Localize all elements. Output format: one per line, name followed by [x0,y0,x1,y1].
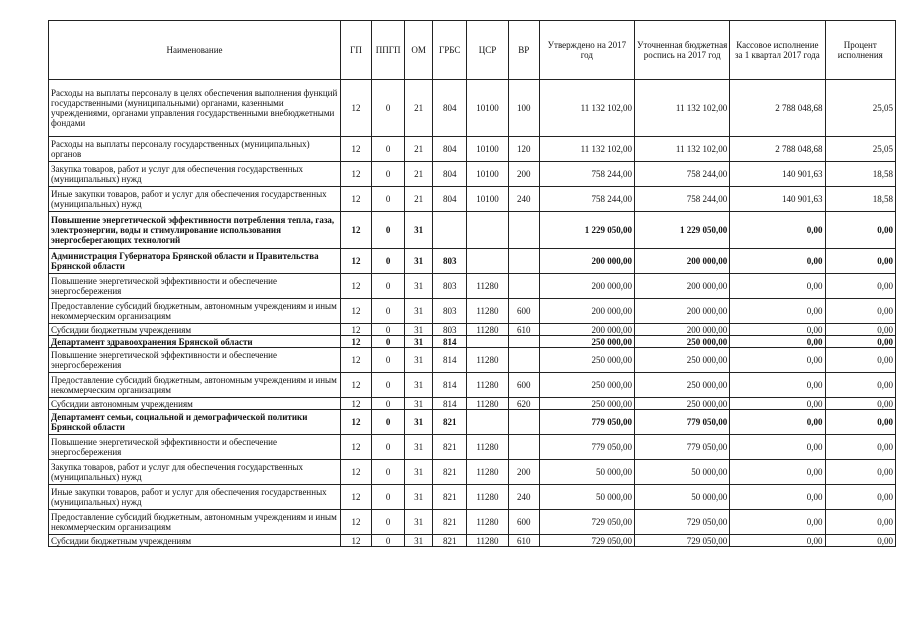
cell-approved: 729 050,00 [539,510,634,535]
cell-percent: 0,00 [825,510,896,535]
cell-revised: 250 000,00 [635,336,730,348]
cell-approved: 779 050,00 [539,435,634,460]
header-approved: Утверждено на 2017 год [539,21,634,80]
cell-percent: 0,00 [825,274,896,299]
cell-cash: 140 901,63 [730,187,825,212]
table-row [49,299,896,324]
cell-csr: 11280 [467,348,508,373]
cell-name: Повышение энергетической эффективности потребления тепла, газа, электроэнергии, воды и стимулирование использования энергосберегающих технологий [49,212,341,249]
cell-csr: 11280 [467,373,508,398]
cell-approved: 200 000,00 [539,324,634,336]
cell-percent: 25,05 [825,80,896,137]
cell-vr: 200 [508,460,539,485]
cell-cash: 0,00 [730,274,825,299]
cell-revised: 250 000,00 [635,348,730,373]
cell-om: 21 [405,162,433,187]
cell-approved: 50 000,00 [539,485,634,510]
cell-grbs [433,212,467,249]
cell-grbs: 821 [433,510,467,535]
cell-revised: 729 050,00 [635,510,730,535]
cell-ppgp: 0 [372,336,405,348]
cell-percent: 0,00 [825,249,896,274]
cell-approved: 250 000,00 [539,348,634,373]
cell-approved: 758 244,00 [539,162,634,187]
cell-gp: 12 [340,435,371,460]
cell-revised: 729 050,00 [635,535,730,547]
cell-gp: 12 [340,212,371,249]
cell-revised: 779 050,00 [635,435,730,460]
cell-vr: 240 [508,187,539,212]
cell-percent: 0,00 [825,373,896,398]
header-grbs: ГРБС [433,21,467,80]
cell-approved: 758 244,00 [539,187,634,212]
cell-vr: 240 [508,485,539,510]
cell-gp: 12 [340,162,371,187]
cell-approved: 11 132 102,00 [539,80,634,137]
cell-approved: 250 000,00 [539,336,634,348]
cell-om: 21 [405,187,433,212]
cell-percent: 18,58 [825,162,896,187]
cell-percent: 0,00 [825,348,896,373]
cell-name: Закупка товаров, работ и услуг для обеспечения государственных (муниципальных) нужд [49,162,341,187]
header-csr: ЦСР [467,21,508,80]
table-header-row [49,21,896,80]
cell-revised: 200 000,00 [635,299,730,324]
cell-om: 21 [405,137,433,162]
cell-csr: 11280 [467,485,508,510]
cell-name: Повышение энергетической эффективности и обеспечение энергосбережения [49,435,341,460]
cell-revised: 779 050,00 [635,410,730,435]
cell-revised: 758 244,00 [635,162,730,187]
cell-approved: 11 132 102,00 [539,137,634,162]
header-gp: ГП [340,21,371,80]
cell-percent: 0,00 [825,324,896,336]
cell-gp: 12 [340,324,371,336]
cell-vr [508,336,539,348]
cell-gp: 12 [340,187,371,212]
cell-grbs: 814 [433,336,467,348]
cell-approved: 200 000,00 [539,274,634,299]
cell-approved: 200 000,00 [539,249,634,274]
cell-name: Иные закупки товаров, работ и услуг для обеспечения государственных (муниципальных) нужд [49,485,341,510]
cell-approved: 1 229 050,00 [539,212,634,249]
cell-om: 31 [405,212,433,249]
cell-gp: 12 [340,137,371,162]
cell-grbs: 803 [433,249,467,274]
cell-revised: 1 229 050,00 [635,212,730,249]
cell-grbs: 803 [433,274,467,299]
table-row [49,187,896,212]
cell-cash: 2 788 048,68 [730,137,825,162]
cell-grbs: 821 [433,485,467,510]
cell-ppgp: 0 [372,485,405,510]
cell-grbs: 821 [433,460,467,485]
cell-name: Повышение энергетической эффективности и обеспечение энергосбережения [49,274,341,299]
table-row [49,435,896,460]
cell-csr [467,410,508,435]
cell-cash: 0,00 [730,373,825,398]
cell-ppgp: 0 [372,162,405,187]
cell-om: 31 [405,410,433,435]
cell-om: 31 [405,249,433,274]
cell-gp: 12 [340,274,371,299]
cell-vr: 600 [508,299,539,324]
cell-revised: 200 000,00 [635,274,730,299]
cell-percent: 0,00 [825,435,896,460]
cell-revised: 11 132 102,00 [635,137,730,162]
cell-vr: 600 [508,510,539,535]
cell-name: Повышение энергетической эффективности и обеспечение энергосбережения [49,348,341,373]
cell-revised: 250 000,00 [635,373,730,398]
cell-csr: 11280 [467,435,508,460]
cell-csr: 11280 [467,324,508,336]
cell-vr [508,212,539,249]
cell-csr: 11280 [467,398,508,410]
cell-percent: 0,00 [825,299,896,324]
cell-name: Расходы на выплаты персоналу в целях обеспечения выполнения функций государственными (муниципальными) органами, казенными учреждениями, органами управления государственными внебюджетными фондами [49,80,341,137]
cell-cash: 0,00 [730,249,825,274]
cell-percent: 0,00 [825,485,896,510]
cell-percent: 18,58 [825,187,896,212]
header-percent: Процент исполнения [825,21,896,80]
cell-csr: 10100 [467,80,508,137]
header-cash-execution: Кассовое исполнение за 1 квартал 2017 года [730,21,825,80]
header-om: ОМ [405,21,433,80]
cell-name: Департамент здравоохранения Брянской области [49,336,341,348]
cell-vr [508,249,539,274]
table-row [49,485,896,510]
table-row [49,274,896,299]
cell-name: Администрация Губернатора Брянской области и Правительства Брянской области [49,249,341,274]
cell-vr: 610 [508,324,539,336]
cell-percent: 0,00 [825,535,896,547]
cell-om: 31 [405,398,433,410]
cell-grbs: 821 [433,410,467,435]
cell-cash: 0,00 [730,485,825,510]
cell-vr [508,435,539,460]
cell-gp: 12 [340,299,371,324]
cell-percent: 0,00 [825,410,896,435]
cell-grbs: 821 [433,435,467,460]
cell-ppgp: 0 [372,249,405,274]
cell-csr: 10100 [467,162,508,187]
cell-om: 31 [405,510,433,535]
cell-name: Иные закупки товаров, работ и услуг для обеспечения государственных (муниципальных) нужд [49,187,341,212]
cell-vr: 610 [508,535,539,547]
cell-csr: 11280 [467,299,508,324]
cell-csr [467,249,508,274]
cell-gp: 12 [340,535,371,547]
cell-om: 31 [405,460,433,485]
table-row [49,162,896,187]
cell-percent: 25,05 [825,137,896,162]
cell-percent: 0,00 [825,460,896,485]
cell-om: 31 [405,435,433,460]
cell-cash: 0,00 [730,336,825,348]
cell-cash: 0,00 [730,212,825,249]
cell-gp: 12 [340,398,371,410]
cell-om: 31 [405,299,433,324]
cell-ppgp: 0 [372,398,405,410]
cell-vr: 600 [508,373,539,398]
cell-approved: 729 050,00 [539,535,634,547]
cell-ppgp: 0 [372,324,405,336]
cell-ppgp: 0 [372,460,405,485]
cell-grbs: 804 [433,162,467,187]
cell-name: Субсидии бюджетным учреждениям [49,324,341,336]
header-ppgp: ППГП [372,21,405,80]
cell-vr [508,348,539,373]
cell-percent: 0,00 [825,398,896,410]
cell-ppgp: 0 [372,410,405,435]
cell-name: Предоставление субсидий бюджетным, автономным учреждениям и иным некоммерческим организациям [49,299,341,324]
cell-gp: 12 [340,510,371,535]
table-row [49,324,896,336]
cell-ppgp: 0 [372,348,405,373]
cell-gp: 12 [340,373,371,398]
cell-cash: 0,00 [730,535,825,547]
cell-gp: 12 [340,249,371,274]
cell-percent: 0,00 [825,212,896,249]
cell-approved: 50 000,00 [539,460,634,485]
cell-csr: 10100 [467,187,508,212]
cell-cash: 0,00 [730,348,825,373]
cell-gp: 12 [340,348,371,373]
table-row [49,410,896,435]
cell-vr: 100 [508,80,539,137]
cell-ppgp: 0 [372,435,405,460]
cell-revised: 758 244,00 [635,187,730,212]
cell-revised: 250 000,00 [635,398,730,410]
cell-ppgp: 0 [372,80,405,137]
cell-approved: 200 000,00 [539,299,634,324]
cell-ppgp: 0 [372,535,405,547]
table-row [49,373,896,398]
table-row [49,80,896,137]
cell-revised: 50 000,00 [635,460,730,485]
cell-percent: 0,00 [825,336,896,348]
cell-gp: 12 [340,485,371,510]
cell-grbs: 821 [433,535,467,547]
cell-cash: 0,00 [730,324,825,336]
cell-vr [508,274,539,299]
cell-om: 31 [405,373,433,398]
cell-om: 31 [405,485,433,510]
cell-vr [508,410,539,435]
cell-gp: 12 [340,336,371,348]
table-row [49,336,896,348]
cell-cash: 0,00 [730,435,825,460]
cell-om: 31 [405,274,433,299]
table-row [49,137,896,162]
cell-csr: 10100 [467,137,508,162]
cell-name: Субсидии автономным учреждениям [49,398,341,410]
cell-name: Закупка товаров, работ и услуг для обеспечения государственных (муниципальных) нужд [49,460,341,485]
cell-ppgp: 0 [372,187,405,212]
cell-cash: 0,00 [730,398,825,410]
cell-grbs: 804 [433,80,467,137]
cell-om: 31 [405,324,433,336]
cell-ppgp: 0 [372,212,405,249]
cell-cash: 0,00 [730,510,825,535]
cell-ppgp: 0 [372,373,405,398]
cell-csr: 11280 [467,460,508,485]
cell-grbs: 803 [433,299,467,324]
cell-ppgp: 0 [372,274,405,299]
cell-revised: 11 132 102,00 [635,80,730,137]
header-revised: Уточненная бюджетная роспись на 2017 год [635,21,730,80]
table-row [49,212,896,249]
cell-csr: 11280 [467,510,508,535]
cell-vr: 620 [508,398,539,410]
cell-revised: 200 000,00 [635,249,730,274]
table-row [49,398,896,410]
cell-cash: 0,00 [730,299,825,324]
cell-revised: 200 000,00 [635,324,730,336]
cell-om: 31 [405,336,433,348]
header-name: Наименование [49,21,341,80]
cell-om: 31 [405,535,433,547]
cell-gp: 12 [340,80,371,137]
cell-om: 31 [405,348,433,373]
cell-name: Предоставление субсидий бюджетным, автономным учреждениям и иным некоммерческим организациям [49,373,341,398]
table-row [49,510,896,535]
cell-grbs: 814 [433,348,467,373]
cell-cash: 0,00 [730,460,825,485]
cell-csr: 11280 [467,274,508,299]
cell-grbs: 804 [433,187,467,212]
cell-cash: 140 901,63 [730,162,825,187]
cell-grbs: 804 [433,137,467,162]
table-row [49,460,896,485]
cell-ppgp: 0 [372,137,405,162]
cell-ppgp: 0 [372,510,405,535]
budget-execution-table [48,20,896,547]
cell-approved: 779 050,00 [539,410,634,435]
cell-csr [467,336,508,348]
cell-vr: 200 [508,162,539,187]
cell-name: Субсидии бюджетным учреждениям [49,535,341,547]
cell-grbs: 814 [433,373,467,398]
cell-approved: 250 000,00 [539,398,634,410]
cell-revised: 50 000,00 [635,485,730,510]
cell-grbs: 803 [433,324,467,336]
cell-vr: 120 [508,137,539,162]
table-row [49,348,896,373]
table-row [49,249,896,274]
cell-cash: 0,00 [730,410,825,435]
cell-name: Предоставление субсидий бюджетным, автономным учреждениям и иным некоммерческим организациям [49,510,341,535]
cell-ppgp: 0 [372,299,405,324]
table-row [49,535,896,547]
cell-om: 21 [405,80,433,137]
cell-csr [467,212,508,249]
cell-csr: 11280 [467,535,508,547]
cell-gp: 12 [340,410,371,435]
header-vr: ВР [508,21,539,80]
cell-name: Расходы на выплаты персоналу государственных (муниципальных) органов [49,137,341,162]
cell-approved: 250 000,00 [539,373,634,398]
cell-gp: 12 [340,460,371,485]
cell-cash: 2 788 048,68 [730,80,825,137]
cell-grbs: 814 [433,398,467,410]
cell-name: Департамент семьи, социальной и демографической политики Брянской области [49,410,341,435]
